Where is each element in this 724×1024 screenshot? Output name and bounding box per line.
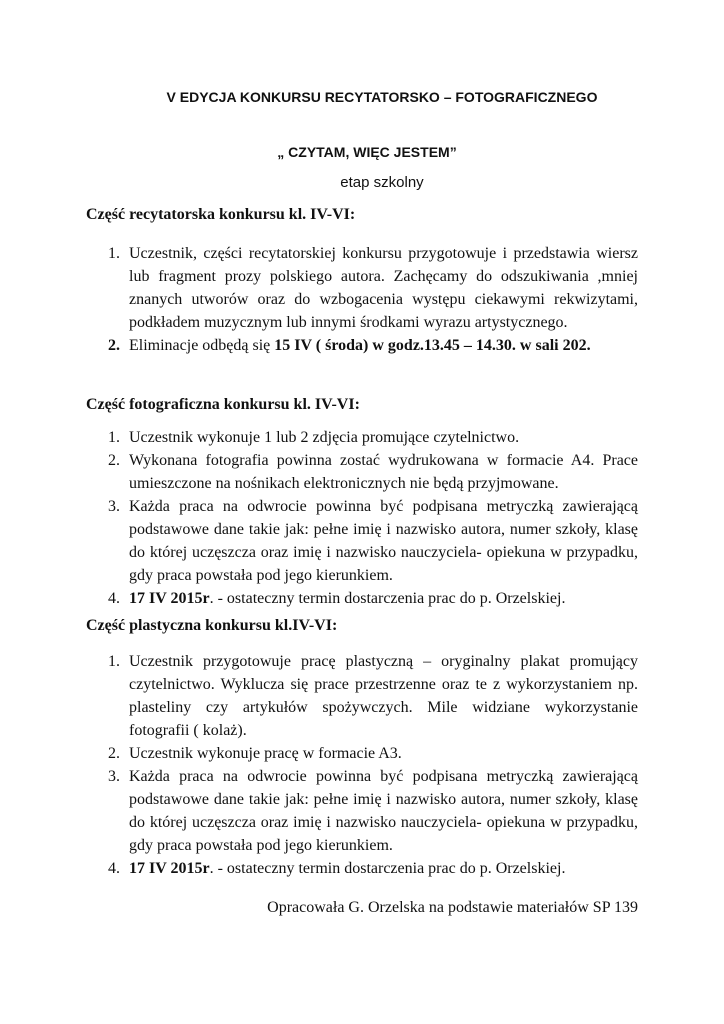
list-item-text: Wykonana fotografia powinna zostać wydrukowana w formacie A4. Prace umieszczone na nośnikach elektronicznych nie będą przyjmowane. xyxy=(129,452,638,492)
list-item-text: Każda praca na odwrocie powinna być podpisana metryczką zawierającą podstawowe dane takie jak: pełne imię i nazwisko autora, numer szkoły, klasę do której uczęszcza oraz imię i nazwisko nauczyciela- opiekuna w przypadku, gdy praca powstała pod jego kierunkiem. xyxy=(129,768,638,854)
list-item-text: Uczestnik wykonuje pracę w formacie A3. xyxy=(129,745,402,762)
list-item xyxy=(86,495,638,587)
section-heading-recitation: Część recytatorska konkursu kl. IV-VI: xyxy=(86,206,356,223)
list-item-text: Eliminacje odbędą się xyxy=(129,337,271,354)
photo-list xyxy=(86,426,638,610)
document-subtitle: „ CZYTAM, WIĘC JESTEM” xyxy=(277,144,457,160)
list-item-number: 4. xyxy=(108,860,120,877)
list-item-text: Uczestnik, części recytatorskiej konkursu przygotowuje i przedstawia wiersz lub fragment prozy polskiego autora. Zachęcamy do odszukiwania ,mniej znanych utworów oraz do wzbogacenia występu ciekawymi rekwizytami, podkładem muzycznym lub innymi środkami wyrazu artystycznego. xyxy=(129,245,638,331)
list-item-text: Uczestnik wykonuje 1 lub 2 zdjęcia promujące czytelnictwo. xyxy=(129,429,520,446)
list-item xyxy=(86,742,638,765)
list-item-number: 1. xyxy=(108,429,120,446)
list-item-number: 2. xyxy=(108,452,120,469)
section-heading-photo: Część fotograficzna konkursu kl. IV-VI: xyxy=(86,396,360,413)
list-item-highlight: 17 IV 2015r xyxy=(129,590,210,607)
recitation-list xyxy=(86,242,638,357)
list-item xyxy=(86,449,638,495)
section-heading-art: Część plastyczna konkursu kl.IV-VI: xyxy=(86,617,338,634)
list-item-number: 1. xyxy=(108,245,120,262)
list-item-text: Każda praca na odwrocie powinna być podpisana metryczką zawierającą podstawowe dane takie jak: pełne imię i nazwisko autora, numer szkoły, klasę do której uczęszcza oraz imię i nazwisko nauczyciela- opiekuna w przypadku, gdy praca powstała pod jego kierunkiem. xyxy=(129,498,638,584)
list-item xyxy=(86,650,638,742)
footer-note: Opracowała G. Orzelska na podstawie materiałów SP 139 xyxy=(267,899,638,916)
list-item-text: . - ostateczny termin dostarczenia prac do p. Orzelskiej. xyxy=(209,860,566,877)
list-item-number: 3. xyxy=(108,768,120,785)
list-item-text: . - ostateczny termin dostarczenia prac do p. Orzelskiej. xyxy=(209,590,566,607)
document-title: V EDYCJA KONKURSU RECYTATORSKO – FOTOGRAFICZNEGO xyxy=(166,89,598,105)
list-item-number: 4. xyxy=(108,590,120,607)
art-list xyxy=(86,650,638,880)
list-item xyxy=(86,587,638,610)
list-item xyxy=(86,765,638,857)
list-item-number: 3. xyxy=(108,498,120,515)
list-item-highlight: 17 IV 2015r xyxy=(129,860,210,877)
list-item-number: 2. xyxy=(108,337,120,354)
list-item xyxy=(86,857,638,880)
stage-label: etap szkolny xyxy=(340,174,424,191)
list-item xyxy=(86,426,638,449)
list-item xyxy=(86,334,638,357)
list-item-number: 2. xyxy=(108,745,120,762)
list-item-highlight: 15 IV ( środa) w godz.13.45 – 14.30. w sali 202. xyxy=(274,337,591,354)
list-item xyxy=(86,242,638,334)
list-item-text: Uczestnik przygotowuje pracę plastyczną – oryginalny plakat promujący czytelnictwo. Wyklucza się prace przestrzenne oraz te z wykorzystaniem np. plasteliny czy artykułów spożywczych. Mile widziane wykorzystanie fotografii ( kolaż). xyxy=(129,653,638,739)
list-item-number: 1. xyxy=(108,653,120,670)
